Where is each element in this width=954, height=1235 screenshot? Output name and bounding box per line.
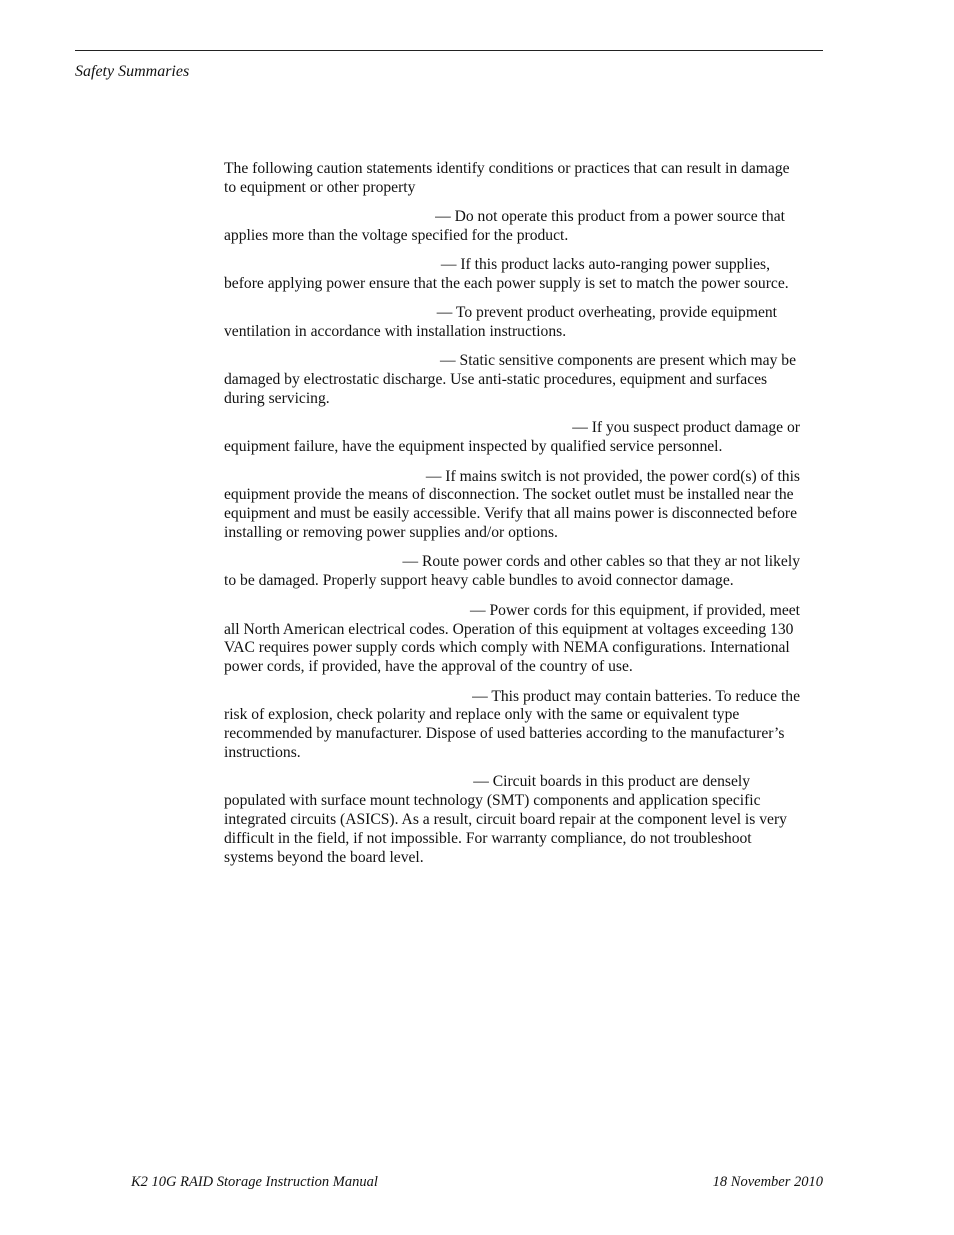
footer-manual-title: K2 10G RAID Storage Instruction Manual bbox=[131, 1174, 378, 1190]
caution-paragraph bbox=[224, 419, 804, 457]
caution-paragraph bbox=[224, 602, 804, 678]
caution-text: equipment provide the means of disconnection. The socket outlet must be installed near the equipment and must be easily accessible. Verify that all mains power is disconnected before installing or removing power supplies and/or options. bbox=[224, 486, 798, 542]
caution-paragraph bbox=[224, 553, 804, 591]
caution-lead: — This product may contain batteries. To reduce the bbox=[472, 687, 800, 705]
caution-text: applies more than the voltage specified for the product. bbox=[224, 227, 569, 245]
footer-date: 18 November 2010 bbox=[712, 1174, 823, 1190]
caution-paragraph bbox=[224, 304, 804, 342]
caution-lead: — To prevent product overheating, provide equipment bbox=[436, 304, 777, 322]
caution-text: damaged by electrostatic discharge. Use anti-static procedures, equipment and surfaces during servicing. bbox=[224, 371, 768, 408]
caution-lead: — If this product lacks auto-ranging power supplies, bbox=[440, 256, 770, 274]
intro-paragraph: The following caution statements identify conditions or practices that can result in damage to equipment or other property bbox=[224, 160, 790, 196]
caution-lead: — Route power cords and other cables so that they ar not likely bbox=[402, 553, 800, 571]
caution-paragraph bbox=[224, 468, 804, 544]
caution-lead: — Static sensitive components are present which may be bbox=[440, 352, 796, 370]
caution-text: before applying power ensure that the each power supply is set to match the power source. bbox=[224, 275, 789, 293]
caution-text: risk of explosion, check polarity and replace only with the same or equivalent type recommended by manufacturer. Dispose of used batteries according to the manufacturer’s instructions. bbox=[224, 706, 785, 762]
caution-paragraph bbox=[224, 688, 804, 764]
caution-paragraph bbox=[224, 256, 804, 294]
caution-text: ventilation in accordance with installation instructions. bbox=[224, 323, 567, 341]
caution-lead: — If you suspect product damage or bbox=[572, 419, 800, 437]
caution-lead: — If mains switch is not provided, the power cord(s) of this bbox=[425, 467, 800, 485]
caution-lead: — Power cords for this equipment, if provided, meet bbox=[470, 601, 800, 619]
header-rule bbox=[75, 50, 823, 51]
caution-lead: — Circuit boards in this product are densely bbox=[473, 773, 750, 791]
caution-lead: — Do not operate this product from a power source that bbox=[435, 208, 785, 226]
caution-text: equipment failure, have the equipment inspected by qualified service personnel. bbox=[224, 438, 723, 456]
body-text bbox=[224, 160, 804, 878]
caution-text: all North American electrical codes. Operation of this equipment at voltages exceeding 130 VAC requires power supply cords which comply with NEMA configurations. International power cords, if provided, have the approval of the country of use. bbox=[224, 620, 794, 676]
caution-text: to be damaged. Properly support heavy cable bundles to avoid connector damage. bbox=[224, 572, 734, 590]
caution-paragraph bbox=[224, 352, 804, 409]
running-header: Safety Summaries bbox=[75, 63, 190, 80]
caution-paragraph bbox=[224, 773, 804, 868]
caution-paragraph bbox=[224, 208, 804, 246]
caution-text: populated with surface mount technology (SMT) components and application specific integrated circuits (ASICS). As a result, circuit board repair at the component level is very difficult in the field, if not impossible. For warranty compliance, do not troubleshoot systems beyond the board level. bbox=[224, 792, 787, 867]
